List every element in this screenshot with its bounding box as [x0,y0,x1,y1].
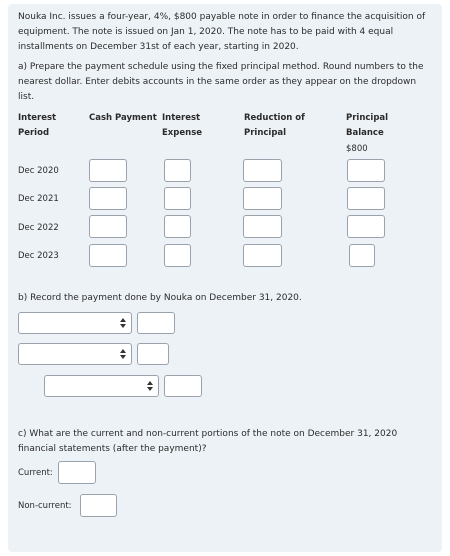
part-a-line-1: a) Prepare the payment schedule using the fixed principal method. Round numbers to the [18,62,424,72]
noncurrent-label: Non-current: [18,501,72,511]
interest-expense-input-2022[interactable] [164,215,191,238]
current-portion-input[interactable] [58,461,96,484]
cash-payment-input-2023[interactable] [89,244,127,267]
header-principal-2: Principal [346,113,389,123]
journal-account-select-1[interactable] [18,312,132,334]
part-b-text: b) Record the payment done by Nouka on December 31, 2020. [18,293,302,303]
initial-balance: $800 [346,144,368,154]
principal-balance-input-2021[interactable] [347,187,385,210]
part-c-line-1: c) What are the current and non-current portions of the note on December 31, 2020 [18,429,398,439]
header-period: Period [18,128,50,138]
header-principal: Principal [244,128,287,138]
intro-line-3: installments on December 31st of each year, starting in 2020. [18,42,299,52]
principal-reduction-input-2022[interactable] [243,215,282,238]
journal-account-select-2[interactable] [18,343,132,365]
principal-balance-input-2022[interactable] [347,215,385,238]
principal-reduction-input-2023[interactable] [243,244,282,267]
journal-account-select-3[interactable] [44,375,159,397]
interest-expense-input-2021[interactable] [164,187,191,210]
current-label: Current: [18,468,53,478]
header-balance: Balance [346,128,384,138]
row-period-4: Dec 2023 [18,251,59,261]
interest-expense-input-2023[interactable] [164,244,191,267]
journal-amount-input-2[interactable] [137,343,169,365]
noncurrent-portion-input[interactable] [80,494,117,517]
select-arrows-icon [147,381,153,391]
part-a-line-3: list. [18,92,35,102]
row-period-1: Dec 2020 [18,166,59,176]
intro-line-1: Nouka Inc. issues a four-year, 4%, $800 payable note in order to finance the acquisition of [18,12,426,22]
part-c-line-2: financial statements (after the payment)? [18,444,207,454]
cash-payment-input-2020[interactable] [89,159,127,182]
header-interest-2: Interest [162,113,201,123]
part-a-line-2: nearest dollar. Enter debits accounts in the same order as they appear on the dropdown [18,77,417,87]
intro-line-2: equipment. The note is issued on Jan 1, 2020. The note has to be paid with 4 equal [18,27,394,37]
header-cash-payment: Cash Payment [89,113,157,123]
principal-reduction-input-2021[interactable] [243,187,282,210]
header-reduction-of: Reduction of [244,113,305,123]
journal-amount-input-1[interactable] [137,312,175,334]
journal-amount-input-3[interactable] [164,375,202,397]
interest-expense-input-2020[interactable] [164,159,191,182]
row-period-3: Dec 2022 [18,223,59,233]
row-period-2: Dec 2021 [18,194,59,204]
principal-balance-input-2020[interactable] [347,159,385,182]
select-arrows-icon [120,318,126,328]
header-expense: Expense [162,128,203,138]
cash-payment-input-2022[interactable] [89,215,127,238]
select-arrows-icon [120,349,126,359]
cash-payment-input-2021[interactable] [89,187,127,210]
header-interest: Interest [18,113,57,123]
principal-reduction-input-2020[interactable] [243,159,282,182]
principal-balance-input-2023[interactable] [349,244,375,267]
